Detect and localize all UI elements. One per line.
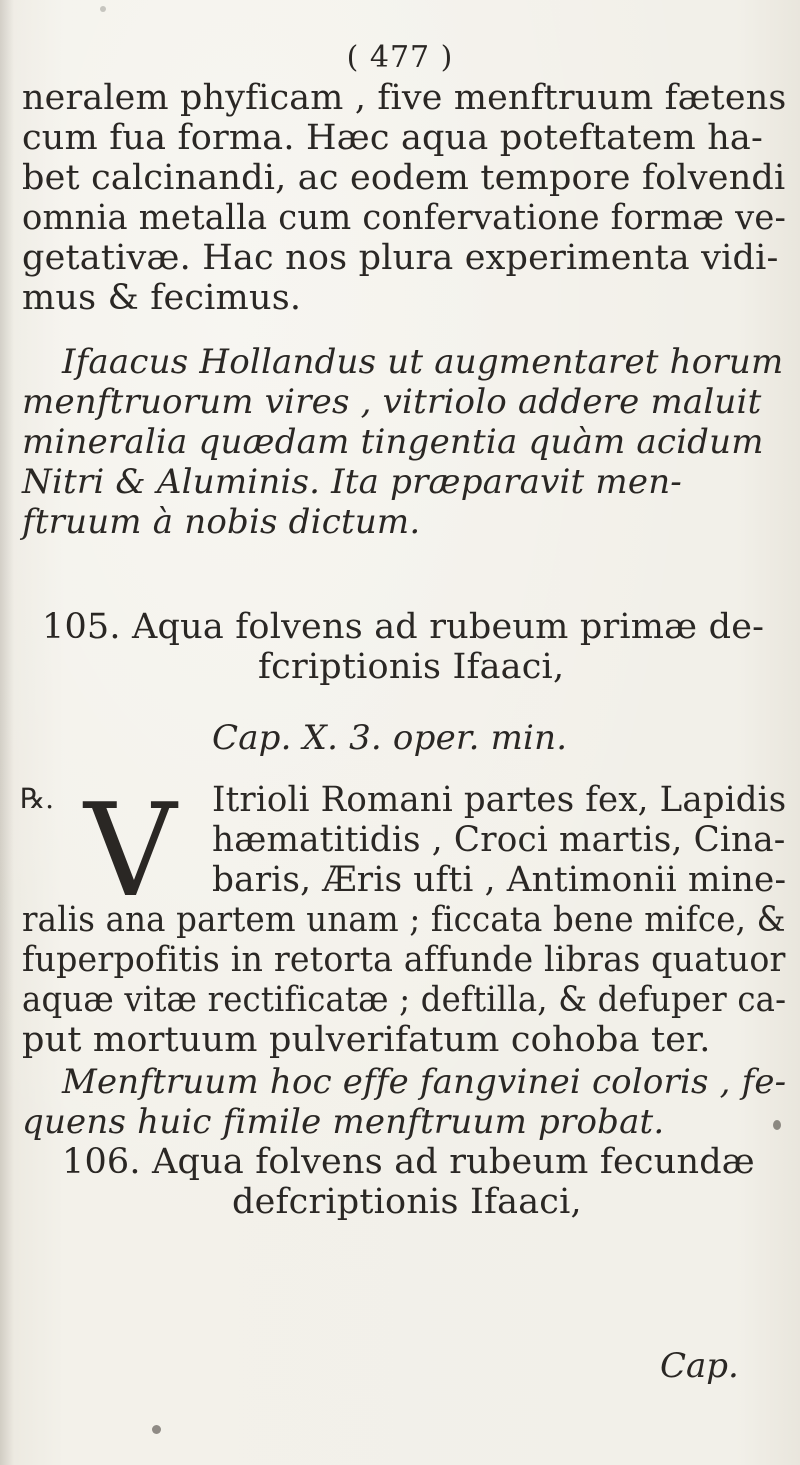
- catchword: Cap.: [660, 1346, 739, 1386]
- italic-line: menftruorum vires , vitriolo addere maluit: [22, 382, 762, 422]
- recipe-line: fuperpofitis in retorta affunde libras quatuor: [22, 940, 786, 980]
- page-binding-shadow: [0, 0, 14, 1465]
- chapter-reference: Cap. X. 3. oper. min.: [212, 718, 568, 758]
- text-line: cum fua forma. Hæc aqua poteftatem ha-: [22, 118, 764, 158]
- italic-line: Ifaacus Hollandus ut augmentaret horum: [62, 342, 784, 382]
- section-title: defcriptionis Ifaaci,: [232, 1182, 582, 1222]
- text-line: getativæ. Hac nos plura experimenta vidi-: [22, 238, 779, 278]
- recipe-symbol: ℞.: [20, 782, 55, 815]
- section-title: 105. Aqua folvens ad rubeum primæ de-: [42, 607, 765, 647]
- recipe-line: aquæ vitæ rectificatæ ; deftilla, & defuper ca-: [22, 980, 787, 1020]
- text-line: bet calcinandi, ac eodem tempore folvendi: [22, 158, 786, 198]
- italic-line: quens huic fimile menftruum probat.: [22, 1102, 665, 1142]
- recipe-line: ralis ana partem unam ; ficcata bene mifce, &: [22, 900, 786, 940]
- italic-line: ftruum à nobis dictum.: [22, 502, 421, 542]
- section-title: 106. Aqua folvens ad rubeum fecundæ: [62, 1142, 755, 1182]
- ink-speck: [152, 1425, 161, 1434]
- italic-line: mineralia quædam tingentia quàm acidum: [22, 422, 764, 462]
- italic-line: Nitri & Aluminis. Ita præparavit men-: [22, 462, 682, 502]
- drop-cap: V: [84, 777, 177, 926]
- section-title: fcriptionis Ifaaci,: [258, 647, 565, 687]
- page-number: ( 477 ): [346, 40, 454, 75]
- recipe-line: hæmatitidis , Croci martis, Cina-: [212, 820, 786, 860]
- text-line: neralem phyficam , five menftruum fætens: [22, 78, 787, 118]
- text-line: mus & fecimus.: [22, 278, 302, 318]
- italic-line: Menftruum hoc effe fangvinei coloris , fe-: [62, 1062, 787, 1102]
- text-line: omnia metalla cum confervatione formæ ve-: [22, 198, 787, 238]
- recipe-line: baris, Æris ufti , Antimonii mine-: [212, 860, 787, 900]
- recipe-line: Itrioli Romani partes fex, Lapidis: [212, 780, 787, 820]
- recipe-line: put mortuum pulverifatum cohoba ter.: [22, 1020, 711, 1060]
- ink-speck: [773, 1120, 781, 1130]
- ink-speck: [100, 6, 106, 12]
